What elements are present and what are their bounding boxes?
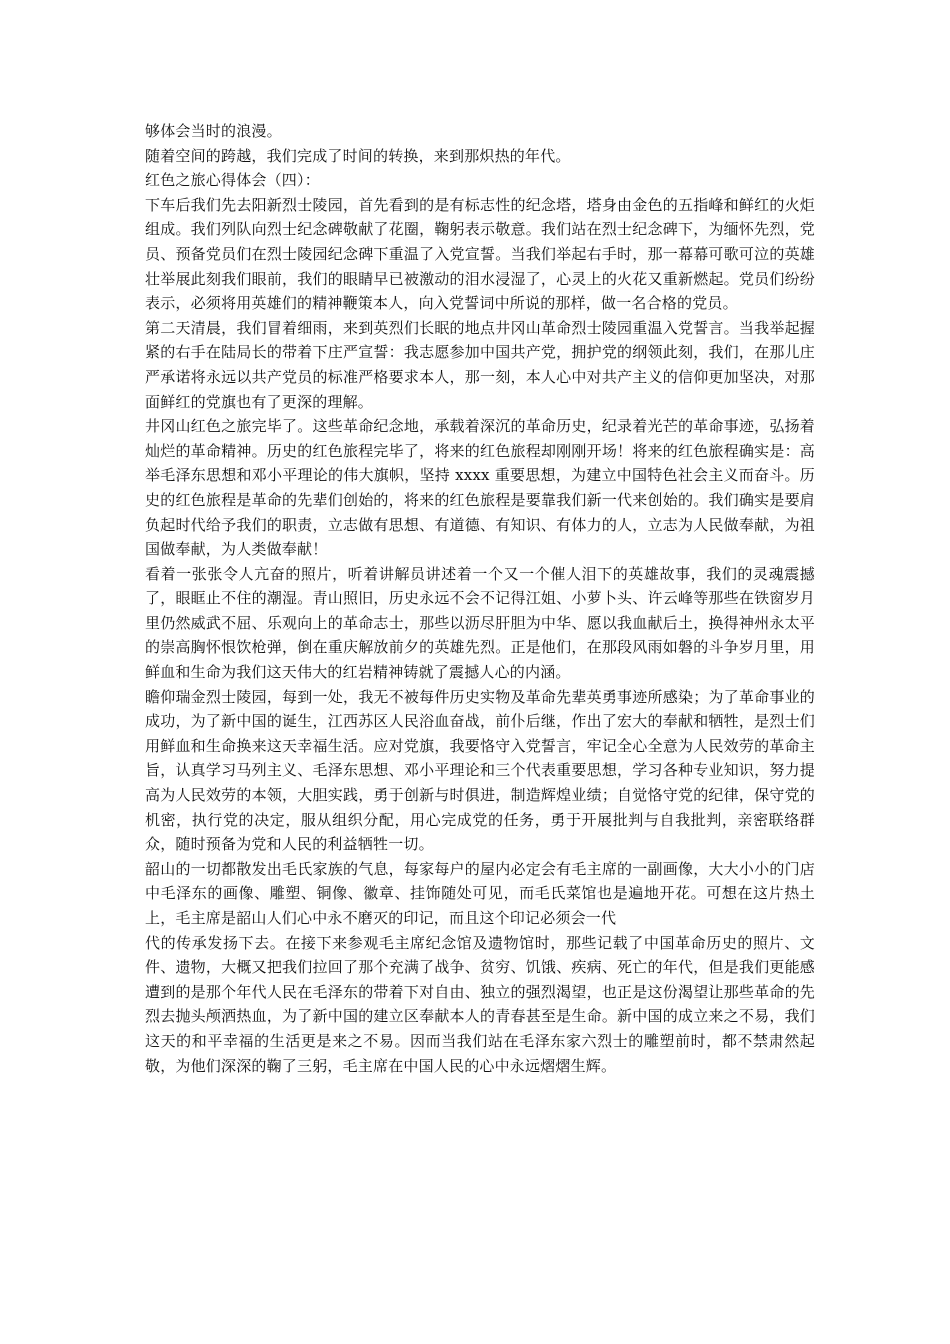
paragraph-9: 代的传承发扬下去。在接下来参观毛主席纪念馆及遗物馆时，那些记载了中国革命历史的照片、文件、遗物，大概又把我们拉回了那个充满了战争、贫穷、饥饿、疾病、死亡的年代，但是我们更能感遭到的是那个年代人民在毛泽东的带着下对自由、独立的强烈渴望，也正是这份渴望让那些革命的先烈去抛头颅洒热血，为了新中国的建立区奉献本人的青春甚至是生命。新中国的成立来之不易，我们这天的和平幸福的生活更是来之不易。因而当我们站在毛泽东家六烈士的雕塑前时，都不禁肃然起敬，为他们深深的鞠了三躬，毛主席在中国人民的心中永远熠熠生辉。 — [145, 933, 815, 1075]
document-body — [145, 119, 815, 1078]
paragraph-3: 下车后我们先去阳新烈士陵园，首先看到的是有标志性的纪念塔，塔身由金色的五指峰和鲜红的火炬组成。我们列队向烈士纪念碑敬献了花圈，鞠躬表示敬意。我们站在烈士纪念碑下，为缅怀先烈，党员、预备党员们在烈士陵园纪念碑下重温了入党宣誓。当我们举起右手时，那一幕幕可歌可泣的英雄壮举展此刻我们眼前，我们的眼睛早已被激动的泪水浸湿了，心灵上的火花又重新燃起。党员们纷纷表示，必须将用英雄们的精神鞭策本人，向入党誓词中所说的那样，做一名合格的党员。 — [145, 195, 815, 313]
paragraph-7: 瞻仰瑞金烈士陵园，每到一处，我无不被每件历史实物及革命先辈英勇事迹所感染；为了革命事业的成功，为了新中国的诞生，江西苏区人民浴血奋战，前仆后继，作出了宏大的奉献和牺牲，是烈士们用鲜血和生命换来这天幸福生活。应对党旗，我要恪守入党誓言，牢记全心全意为人民效劳的革命主旨，认真学习马列主义、毛泽东思想、邓小平理论和三个代表重要思想，学习各种专业知识，努力提高为人民效劳的本领，大胆实践，勇于创新与时俱进，制造辉煌业绩；自觉恪守党的纪律，保守党的机密，执行党的决定，服从组织分配，用心完成党的任务，勇于开展批判与自我批判，亲密联络群众，随时预备为党和人民的利益牺牲一切。 — [145, 687, 815, 854]
paragraph-1: 够体会当时的浪漫。 — [145, 122, 282, 140]
paragraph-6: 看着一张张令人亢奋的照片，听着讲解员讲述着一个又一个催人泪下的英雄故事，我们的灵魂震撼了，眼眶止不住的潮湿。青山照旧，历史永远不会不记得江姐、小萝卜头、许云峰等那些在铁窗岁月里仍然威武不屈、乐观向上的革命志士，那些以沥尽肝胆为中华、愿以我血献后土，换得神州永太平的崇高胸怀恨饮枪弹，倒在重庆解放前夕的英雄先烈。正是他们，在那段风雨如磐的斗争岁月里，用鲜血和生命为我们这天伟大的红岩精神铸就了震撼人心的内涵。 — [145, 564, 815, 682]
paragraph-5: 井冈山红色之旅完毕了。这些革命纪念地，承载着深沉的革命历史，纪录着光芒的革命事迹，弘扬着灿烂的革命精神。历史的红色旅程完毕了，将来的红色旅程却刚刚开场！将来的红色旅程确实是：高举毛泽东思想和邓小平理论的伟大旗帜，坚持 xxxx 重要思想，为建立中国特色社会主义而奋斗。历史的红色旅程是革命的先辈们创始的，将来的红色旅程是要靠我们新一代来创始的。我们确实是要肩负起时代给予我们的职责，立志做有思想、有道德、有知识、有体力的人，立志为人民做奉献，为祖国做奉献，为人类做奉献！ — [145, 417, 815, 559]
paragraph-4: 第二天清晨，我们冒着细雨，来到英烈们长眠的地点井冈山革命烈士陵园重温入党誓言。当我举起握紧的右手在陆局长的带着下庄严宣誓：我志愿参加中国共产党，拥护党的纲领此刻，我们，在那儿庄严承诺将永远以共产党员的标准严格要求本人，那一刻，本人心中对共产主义的信仰更加坚决，对那面鲜红的党旗也有了更深的理解。 — [145, 318, 815, 411]
paragraph-8: 韶山的一切都散发出毛氏家族的气息，每家每户的屋内必定会有毛主席的一副画像，大大小小的门店中毛泽东的画像、雕塑、铜像、徽章、挂饰随处可见，而毛氏菜馆也是遍地开花。可想在这片热土上，毛主席是韶山人们心中永不磨灭的印记，而且这个印记必须会一代 — [145, 859, 815, 927]
section-heading: 红色之旅心得体会（四）： — [145, 171, 320, 190]
paragraph-2: 随着空间的跨越，我们完成了时间的转换，来到那炽热的年代。 — [145, 146, 571, 165]
